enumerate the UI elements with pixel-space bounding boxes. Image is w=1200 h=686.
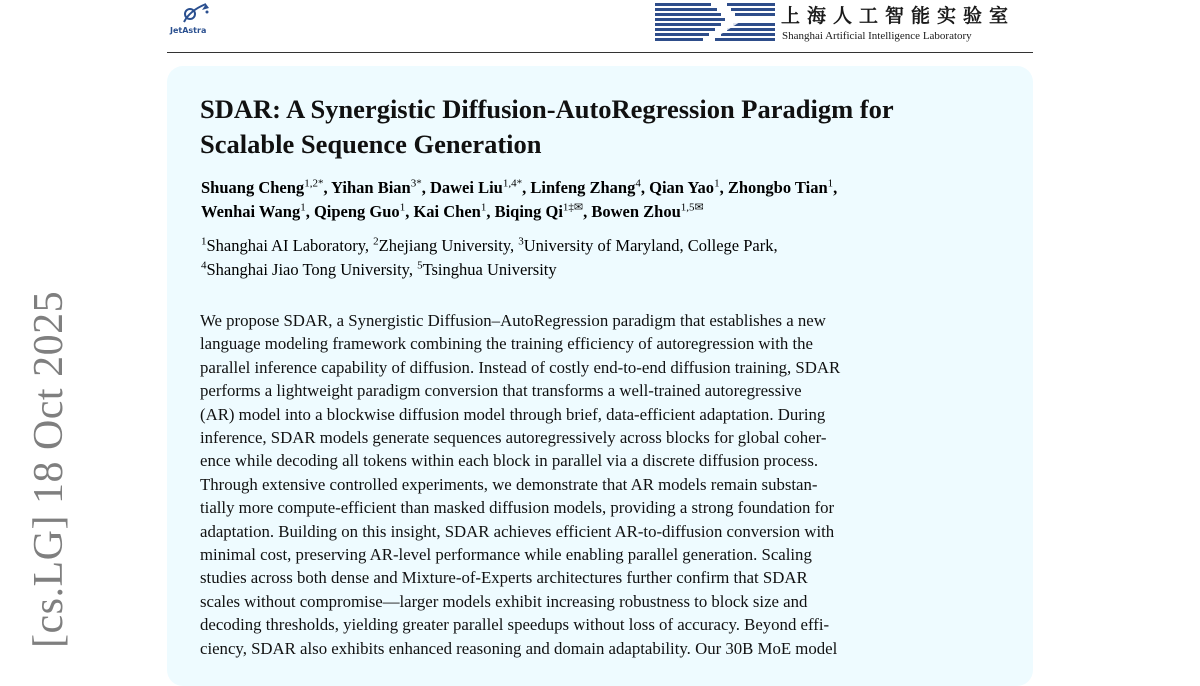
affiliation-name: Tsinghua University bbox=[422, 260, 557, 279]
jetastra-logo-text: JetAstra bbox=[170, 26, 207, 35]
affiliation-mark: 5 bbox=[417, 259, 423, 272]
affiliation-name: Shanghai AI Laboratory bbox=[206, 236, 365, 255]
affiliation-mark: 4 bbox=[201, 259, 207, 272]
author-name: Yihan Bian bbox=[331, 178, 411, 197]
abstract-line: studies across both dense and Mixture-of-Experts architectures further confirm that SDAR bbox=[200, 568, 808, 588]
author-name: Kai Chen bbox=[413, 202, 481, 221]
author-affil-mark: 1,5✉ bbox=[680, 201, 704, 214]
author-line: Wenhai Wang$^1$, Qipeng Guo$^1$, Kai Chen$^1$, Biqing $Qi^{1\ddagger✉}$, Bowen Zhou$^{1,5✉}$ bbox=[201, 201, 704, 221]
shanghai-ai-lab-logo bbox=[653, 2, 1033, 46]
author-name: Biqing Qi bbox=[494, 202, 563, 221]
lab-name-english: Shanghai Artificial Intelligence Laboratory bbox=[782, 30, 972, 42]
affiliation-line: $^4$Shanghai Jiao Tong University, $^5$Tsinghua University bbox=[201, 259, 557, 279]
author-affil-mark: 1 bbox=[399, 201, 406, 214]
header-divider bbox=[167, 52, 1033, 53]
author-affil-mark: 1,2* bbox=[304, 177, 324, 190]
abstract-line: parallel inference capability of diffusion. Instead of costly end-to-end diffusion training, SDAR bbox=[200, 357, 841, 377]
author-name: Qipeng Guo bbox=[313, 202, 400, 221]
abstract-line: minimal cost, preserving AR-level performance while enabling parallel generation. Scaling bbox=[200, 545, 812, 565]
abstract-line: scales without compromise—larger models exhibit increasing robustness to block size and bbox=[200, 591, 808, 611]
affiliation-name: Zhejiang University bbox=[378, 236, 510, 255]
author-affil-mark: 4 bbox=[635, 177, 641, 190]
affiliation-list bbox=[201, 234, 1031, 282]
affiliation-mark: 3 bbox=[518, 235, 524, 248]
author-list bbox=[201, 176, 1031, 224]
paper-title-line: Scalable Sequence Generation bbox=[200, 129, 542, 159]
author-affil-mark: 1‡✉ bbox=[562, 201, 584, 214]
author-name: Zhongbo Tian bbox=[727, 178, 828, 197]
affiliation-mark: 2 bbox=[373, 235, 379, 248]
author-affil-mark: 3* bbox=[410, 177, 422, 190]
author-affil-mark: 1,4* bbox=[502, 177, 523, 190]
abstract-line: performs a lightweight paradigm conversion that transforms a well-trained autoregressive bbox=[200, 381, 802, 401]
affiliation-line: $^1$Shanghai AI Laboratory, $^2$Zhejiang University, $^3$University of Maryland, College Park, bbox=[201, 235, 778, 255]
abstract-line: We propose SDAR, a Synergistic Diffusion–AutoRegression paradigm that establishes a new bbox=[200, 311, 826, 330]
affiliation-mark: 1 bbox=[201, 235, 207, 248]
lab-stripes-icon bbox=[653, 2, 778, 46]
arxiv-side-stamp: [cs.LG] 18 Oct 2025 bbox=[26, 290, 72, 648]
abstract-line: adaptation. Building on this insight, SDAR achieves efficient AR-to-diffusion conversion with bbox=[200, 521, 835, 541]
author-affil-mark: 1 bbox=[714, 177, 720, 190]
abstract-line: inference, SDAR models generate sequences autoregressively across blocks for global coher- bbox=[200, 428, 827, 448]
abstract-line: (AR) model into a blockwise diffusion model through brief, data-efficient adaptation. During bbox=[200, 404, 826, 424]
author-name: Bowen Zhou bbox=[591, 202, 681, 221]
abstract-line: decoding thresholds, yielding greater parallel speedups without loss of accuracy. Beyond effi- bbox=[200, 615, 830, 635]
author-name: Wenhai Wang bbox=[201, 202, 301, 221]
affiliation-name: Shanghai Jiao Tong University bbox=[206, 260, 409, 279]
paper-title bbox=[200, 92, 1020, 162]
abstract-line: tially more compute-efficient than masked diffusion models, providing a strong foundation for bbox=[200, 498, 835, 518]
paper-title-line: SDAR: A Synergistic Diffusion-AutoRegression Paradigm for bbox=[200, 94, 894, 124]
abstract-line: ciency, SDAR also exhibits enhanced reasoning and domain adaptability. Our 30B MoE model bbox=[200, 638, 838, 658]
jetastra-icon bbox=[176, 0, 216, 26]
abstract-line: language modeling framework combining the training efficiency of autoregression with the bbox=[200, 334, 813, 354]
abstract-line: Through extensive controlled experiments, we demonstrate that AR models remain substan- bbox=[200, 474, 818, 494]
author-affil-mark: 1 bbox=[480, 201, 487, 214]
lab-name-chinese: 上海人工智能实验室 bbox=[781, 5, 1016, 27]
author-line: Shuang Cheng$^{1,2*}$, Yihan Bian$^{3*}$, Dawei Liu$^{1,4*}$, Linfeng Zhang$^4$, Qian Yao$^1$, Zhongbo Tian$^1$, bbox=[201, 177, 838, 197]
affiliation-name: University of Maryland, College Park bbox=[523, 236, 774, 255]
abstract-line: ence while decoding all tokens within each block in parallel via a discrete diffusion process. bbox=[200, 451, 819, 471]
jetastra-logo bbox=[170, 0, 230, 40]
author-name: Dawei Liu bbox=[429, 178, 503, 197]
author-name: Shuang Cheng bbox=[201, 178, 305, 197]
author-name: Linfeng Zhang bbox=[530, 178, 636, 197]
author-name: Qian Yao bbox=[649, 178, 715, 197]
author-affil-mark: 1 bbox=[300, 201, 306, 214]
abstract-body bbox=[200, 309, 1005, 660]
author-affil-mark: 1 bbox=[827, 177, 834, 190]
